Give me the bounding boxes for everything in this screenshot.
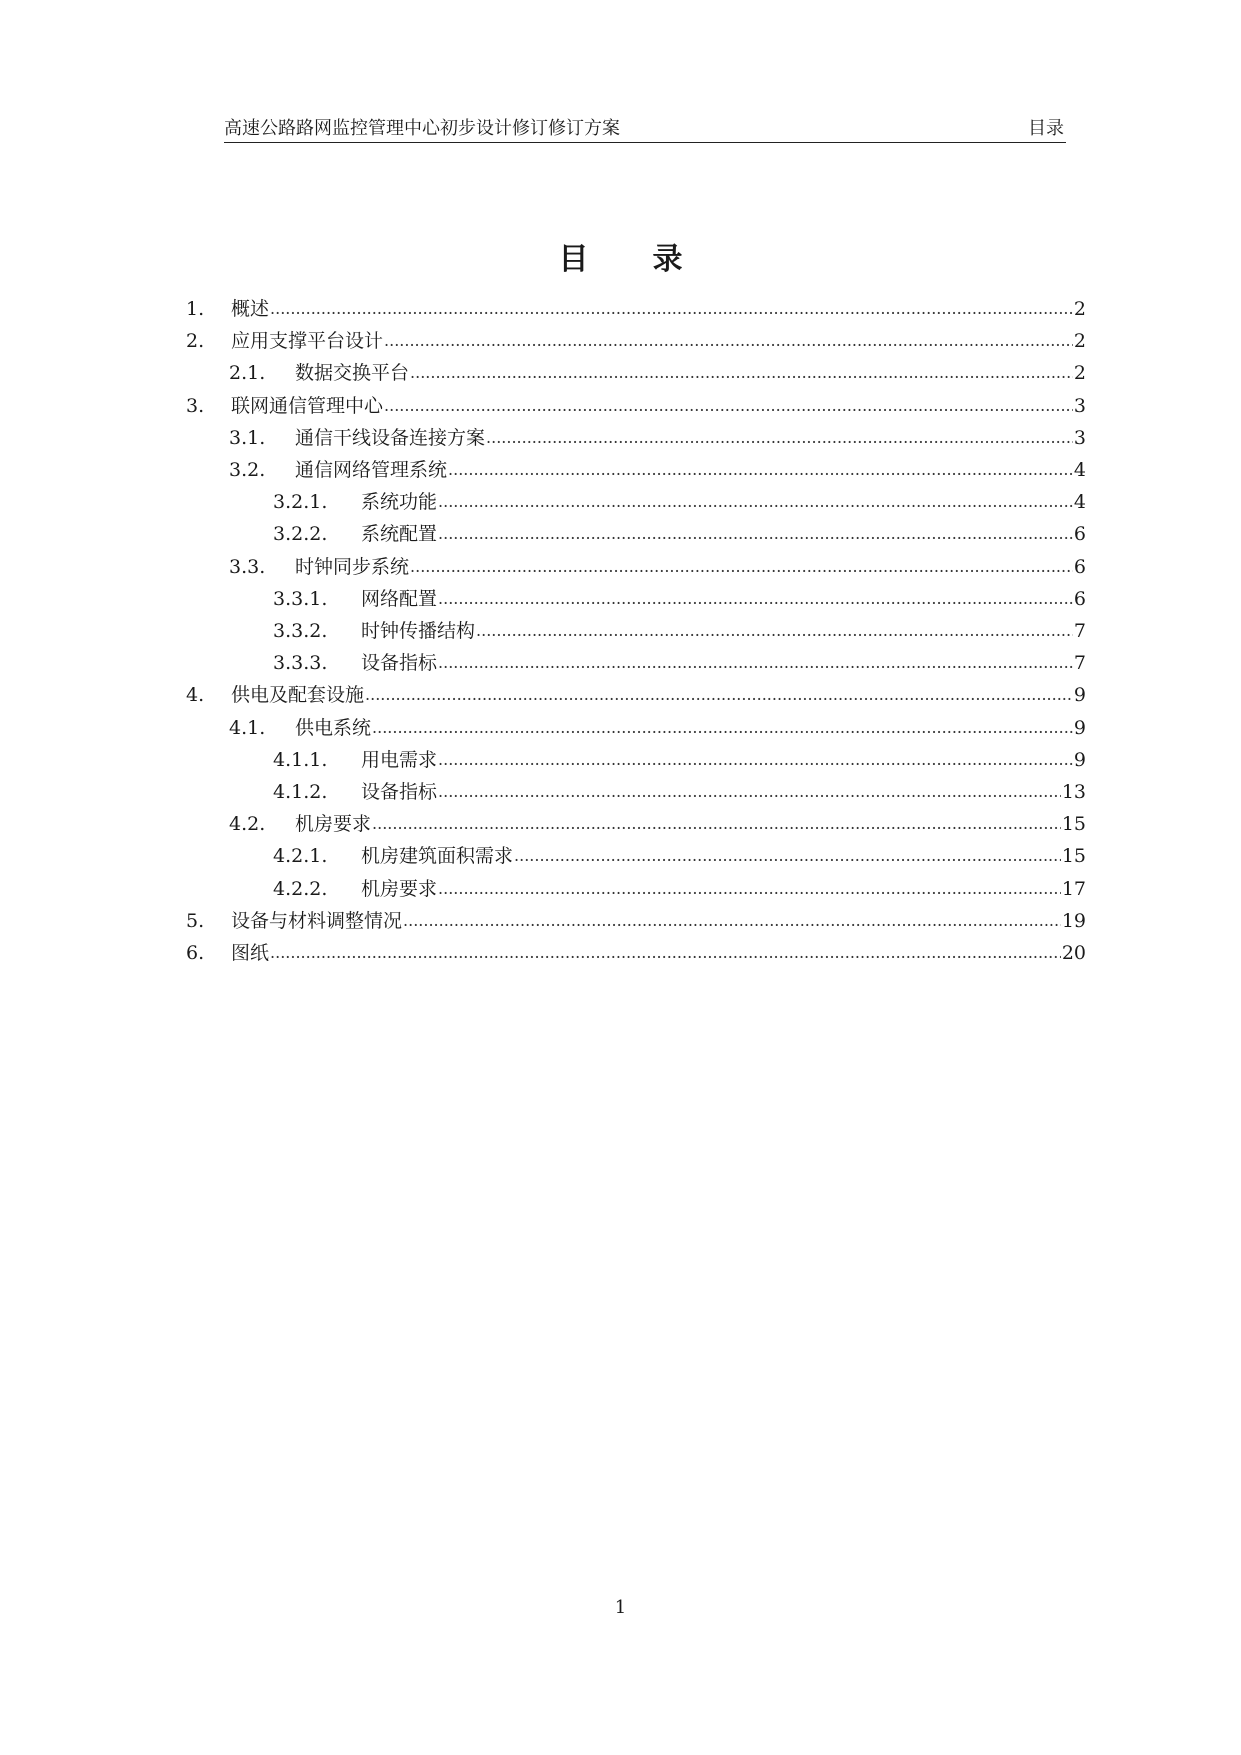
toc-entry[interactable]: [273, 875, 1086, 903]
toc-entry-page: 9: [1073, 716, 1086, 739]
toc-entry-title: 概述: [231, 298, 270, 320]
toc-entry-page: 6: [1073, 555, 1086, 578]
toc-entry[interactable]: [186, 392, 1086, 420]
toc-leader-dots: [438, 488, 1073, 516]
toc-entry-title: 机房建筑面积需求: [361, 845, 514, 868]
toc-entry[interactable]: [186, 907, 1086, 935]
toc-entry-page: 9: [1073, 748, 1086, 771]
toc-entry-title: 图纸: [231, 942, 270, 964]
toc-entry[interactable]: [229, 810, 1086, 838]
toc-entry[interactable]: [186, 327, 1086, 355]
toc-leader-dots: [476, 617, 1073, 645]
toc-leader-dots: [438, 746, 1073, 774]
toc-entry-title: 机房要求: [295, 813, 372, 836]
toc-entry-number: 2.: [186, 330, 205, 353]
toc-leader-dots: [448, 456, 1073, 484]
page-header: [224, 118, 1066, 143]
toc-entry-page: 6: [1073, 523, 1086, 546]
toc-entry[interactable]: [229, 714, 1086, 742]
toc-entry-title: 系统配置: [361, 523, 438, 546]
toc-leader-dots: [514, 842, 1061, 870]
toc-entry-number: 3.2.1.: [273, 491, 328, 514]
toc-entry-title: 联网通信管理中心: [231, 394, 384, 417]
toc-entry-title: 供电系统: [295, 716, 372, 739]
toc-entry[interactable]: [273, 520, 1086, 548]
toc-entry-number: 6.: [186, 942, 205, 964]
toc-leader-dots: [410, 359, 1073, 387]
toc-heading-char-2: 录: [652, 242, 683, 277]
toc-entry[interactable]: [273, 649, 1086, 677]
toc-leader-dots: [384, 392, 1073, 420]
toc-entry[interactable]: [229, 359, 1086, 387]
toc-entry-title: 设备指标: [361, 652, 438, 675]
toc-entry-title: 网络配置: [361, 587, 438, 610]
toc-entry-number: 4.: [186, 684, 205, 707]
toc-entry-page: 7: [1073, 652, 1086, 675]
toc-entry-number: 3.: [186, 394, 205, 417]
toc-leader-dots: [365, 681, 1073, 709]
toc-entry[interactable]: [229, 553, 1086, 581]
toc-entry[interactable]: [186, 295, 1086, 323]
toc-entry[interactable]: [273, 778, 1086, 806]
toc-leader-dots: [486, 424, 1073, 452]
toc-entry-page: 3: [1073, 426, 1086, 449]
toc-leader-dots: [372, 714, 1073, 742]
toc-entry-title: 数据交换平台: [295, 362, 410, 385]
header-section-label: 目录: [1028, 118, 1064, 139]
toc-entry-title: 设备与材料调整情况: [231, 909, 403, 932]
toc-heading-char-1: 目: [558, 242, 589, 277]
toc-entry-page: 6: [1073, 587, 1086, 610]
toc-entry-page: 3: [1073, 394, 1086, 417]
toc-leader-dots: [438, 585, 1073, 613]
toc-entry-number: 3.3.3.: [273, 652, 328, 675]
toc-entry-page: 19: [1061, 909, 1086, 932]
toc-entry-number: 3.2.: [229, 459, 266, 481]
toc-entry-page: 15: [1061, 813, 1086, 836]
toc-entry-page: 20: [1061, 942, 1086, 964]
toc-entry-title: 应用支撑平台设计: [231, 330, 384, 353]
toc-entry[interactable]: [229, 424, 1086, 452]
toc-entry-number: 2.1.: [229, 362, 266, 385]
toc-entry-number: 4.2.2.: [273, 877, 328, 900]
toc-entry[interactable]: [229, 456, 1086, 484]
toc-entry-title: 机房要求: [361, 877, 438, 900]
toc-entry-number: 4.2.1.: [273, 845, 328, 868]
toc-leader-dots: [372, 810, 1061, 838]
toc-entry-title: 设备指标: [361, 781, 438, 803]
toc-entry[interactable]: [273, 842, 1086, 870]
toc-entry-page: 2: [1073, 362, 1086, 385]
toc-entry[interactable]: [273, 488, 1086, 516]
page-number: 1: [614, 1597, 627, 1618]
toc-entry-title: 时钟同步系统: [295, 555, 410, 578]
toc-entry-number: 1.: [186, 298, 205, 320]
toc-leader-dots: [270, 939, 1061, 967]
toc-entry-page: 17: [1061, 877, 1086, 900]
toc-entry-number: 3.3.1.: [273, 587, 328, 610]
toc-leader-dots: [410, 553, 1073, 581]
toc-entry[interactable]: [273, 746, 1086, 774]
toc-leader-dots: [438, 520, 1073, 548]
toc-entry-page: 2: [1073, 298, 1086, 320]
toc-entry-number: 3.3.: [229, 555, 266, 578]
toc-leader-dots: [438, 778, 1061, 806]
toc-entry-page: 4: [1073, 491, 1086, 514]
toc-entry-number: 4.2.: [229, 813, 266, 836]
toc-entry-number: 4.1.: [229, 716, 266, 739]
toc-entry-title: 时钟传播结构: [361, 620, 476, 642]
toc-entry[interactable]: [273, 617, 1086, 645]
toc-leader-dots: [403, 907, 1061, 935]
toc-leader-dots: [438, 875, 1061, 903]
toc-entry-title: 供电及配套设施: [231, 684, 365, 707]
toc-entry[interactable]: [273, 585, 1086, 613]
toc-entry-page: 13: [1061, 781, 1086, 803]
toc-entry-page: 9: [1073, 684, 1086, 707]
toc-entry-page: 2: [1073, 330, 1086, 353]
toc-leader-dots: [384, 327, 1073, 355]
toc-leader-dots: [438, 649, 1073, 677]
toc-entry-title: 系统功能: [361, 491, 438, 514]
toc-entry-page: 4: [1073, 459, 1086, 481]
toc-entry-number: 3.2.2.: [273, 523, 328, 546]
toc-entry[interactable]: [186, 681, 1086, 709]
toc-leader-dots: [270, 295, 1073, 323]
toc-heading: [0, 240, 1241, 280]
toc-entry-number: 5.: [186, 909, 205, 932]
toc-entry[interactable]: [186, 939, 1086, 967]
toc-entry-title: 通信网络管理系统: [295, 459, 448, 481]
toc-entry-number: 3.3.2.: [273, 620, 328, 642]
header-document-title: 高速公路路网监控管理中心初步设计修订修订方案: [224, 118, 620, 139]
toc-entry-number: 4.1.1.: [273, 748, 328, 771]
toc-entry-number: 3.1.: [229, 426, 266, 449]
toc-entry-page: 15: [1061, 845, 1086, 868]
toc-entry-title: 通信干线设备连接方案: [295, 426, 486, 449]
toc-entry-page: 7: [1073, 620, 1086, 642]
toc-entry-number: 4.1.2.: [273, 781, 328, 803]
toc-entry-title: 用电需求: [361, 748, 438, 771]
